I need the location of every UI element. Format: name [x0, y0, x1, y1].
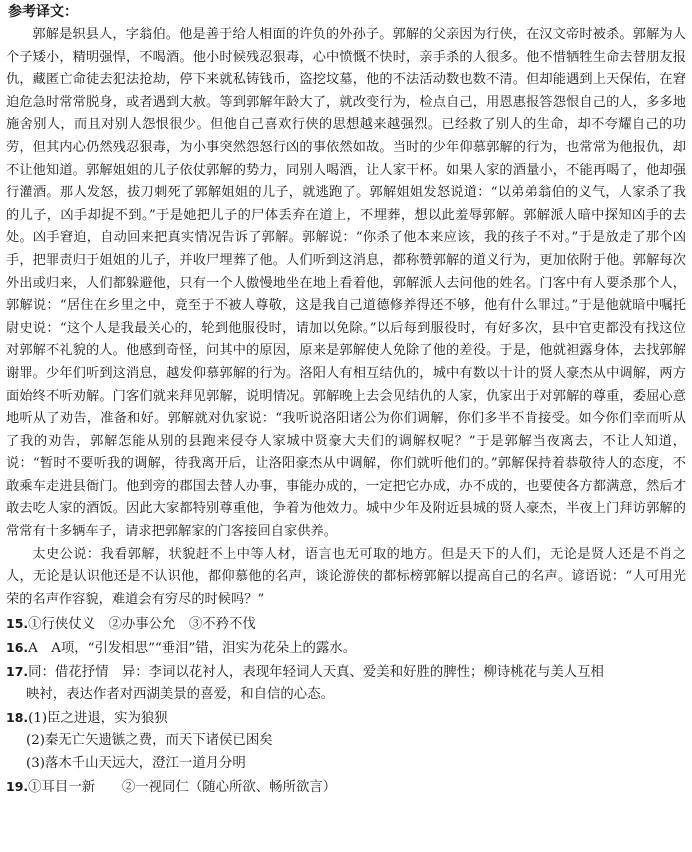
answer-list	[6, 613, 686, 799]
answer-number: 17.	[6, 663, 29, 679]
answer-15	[6, 613, 686, 637]
answer-text: (1)臣之进退，实为狼狈	[28, 710, 168, 726]
answer-number: 15.	[6, 616, 29, 632]
answer-17	[6, 661, 686, 685]
answer-text: ①行侠仗义 ②办事公允 ③不矜不伐	[28, 617, 256, 633]
answer-text: A A项，“引发相思”“垂泪”错，泪实为花朵上的露水。	[28, 641, 357, 657]
translation-paragraph-2: 太史公说：我看郭解，状貌赶不上中等人材，语言也无可取的地方。但是天下的人们，无论是贤人还是不肖之人，无论是认识他还是不认识他，都仰慕他的名声，谈论游侠的都标榜郭解以提高自己的名声。谚语说：“人可用光荣的名声作容貌，难道会有穷尽的时候吗？”	[6, 546, 686, 607]
answer-text: ①耳目一新 ②一视同仁（随心所欲、畅所欲言）	[28, 779, 337, 795]
answer-number: 19.	[6, 778, 29, 794]
answer-text: 同：借花抒情 异：李词以花衬人，表现年轻词人天真、爱美和好胜的脾性；柳诗桃花与美人互相	[28, 664, 604, 680]
answer-19	[6, 776, 686, 800]
answer-18-sub-3: (3)落木千山天远大，澄江一道月分明	[26, 756, 246, 771]
section-heading: 参考译文：	[8, 4, 78, 20]
answer-17-continued: 映衬，表达作者对西湖美景的喜爱，和自信的心态。	[26, 687, 334, 703]
answer-18	[6, 707, 686, 731]
translation-paragraph-1: 郭解是轵县人，字翁伯。他是善于给人相面的许负的外孙子。郭解的父亲因为行侠，在汉文帝时被杀。郭解为人个子矮小，精明强悍，不喝酒。他小时候残忍狠毒，心中愤慨不快时，亲手杀的人很多。他不惜牺牲生命去替朋友报仇，藏匿亡命徒去犯法抢劫，停下来就私铸钱币，盗挖坟墓，他的不法活动数也数不清。但却能遇到上天保佑，在窘迫危急时常常脱身，或者遇到大赦。等到郭解年龄大了，就改变行为，检点自己，用恩惠报答怨恨自己的人，多多地施舍别人，而且对别人怨恨很少。但他自己喜欢行侠的思想越来越强烈。已经救了别人的生命，却不夸耀自己的功劳，但其内心仍然残忍狠毒，为小事突然怨怒行凶的事依然如故。当时的少年仰慕郭解的行为，也常常为他报仇，却不让他知道。郭解姐姐的儿子依仗郭解的势力，同别人喝酒，让人家干杯。如果人家的酒量小，不能再喝了，他却强行灌酒。那人发怒，拔刀刺死了郭解姐姐的儿子，就逃跑了。郭解姐姐发怒说道：“以弟弟翁伯的义气，人家杀了我的儿子，凶手却捉不到。”于是她把儿子的尸体丢弃在道上，不埋葬，想以此羞辱郭解。郭解派人暗中探知凶手的去处。凶手窘迫，自动回来把真实情况告诉了郭解。郭解说：“你杀了他本来应该，我的孩子不对。”于是放走了那个凶手，把罪责归于姐姐的儿子，并收尸埋葬了他。人们听到这消息，都称赞郭解的道义行为，更加依附于他。郭解每次外出或归来，人们都躲避他，只有一个人傲慢地坐在地上看着他，郭解派人去问他的姓名。门客中有人要杀那个人，郭解说：“居住在乡里之中，竟至于不被人尊敬，这是我自己道德修养得还不够，他有什么罪过。”于是他就暗中嘱托尉史说：“这个人是我最关心的，轮到他服役时，请加以免除。”以后每到服役时，有好多次，县中官吏都没有找这位对郭解不礼貌的人。他感到奇怪，问其中的原因，原来是郭解使人免除了他的差役。于是，他就袒露身体，去找郭解谢罪。少年们听到这消息，越发仰慕郭解的行为。洛阳人有相互结仇的，城中有数以十计的贤人豪杰从中调解，两方面始终不听劝解。门客们就来拜见郭解，说明情况。郭解晚上去会见结仇的人家，仇家出于对郭解的尊重，委屈心意地听从了劝告，准备和好。郭解就对仇家说：“我听说洛阳诸公为你们调解，你们多半不肯接受。如今你们幸而听从了我的劝告，郭解怎能从别的县跑来侵夺人家城中贤豪大夫们的调解权呢？”于是郭解当夜离去，不让人知道，说：“暂时不要听我的调解，待我离开后，让洛阳豪杰从中调解，你们就听他们的。”郭解保持着恭敬待人的态度，不敢乘车走进县衙门。他到旁的郡国去替人办事，事能办成的，一定把它办成，办不成的，也要使各方都满意，然后才敢去吃人家的酒饭。因此大家都特别尊重他，争着为他效力。城中少年及附近县城的贤人豪杰，半夜上门拜访郭解的常常有十多辆车子，请求把郭解家的门客接回自家供养。	[6, 27, 686, 540]
answer-16	[6, 637, 686, 661]
answer-number: 16.	[6, 640, 29, 656]
answer-number: 18.	[6, 709, 29, 725]
document-page	[6, 2, 686, 850]
answer-18-sub-2: (2)秦无亡矢遗镞之费，而天下诸侯已困矣	[26, 733, 273, 749]
